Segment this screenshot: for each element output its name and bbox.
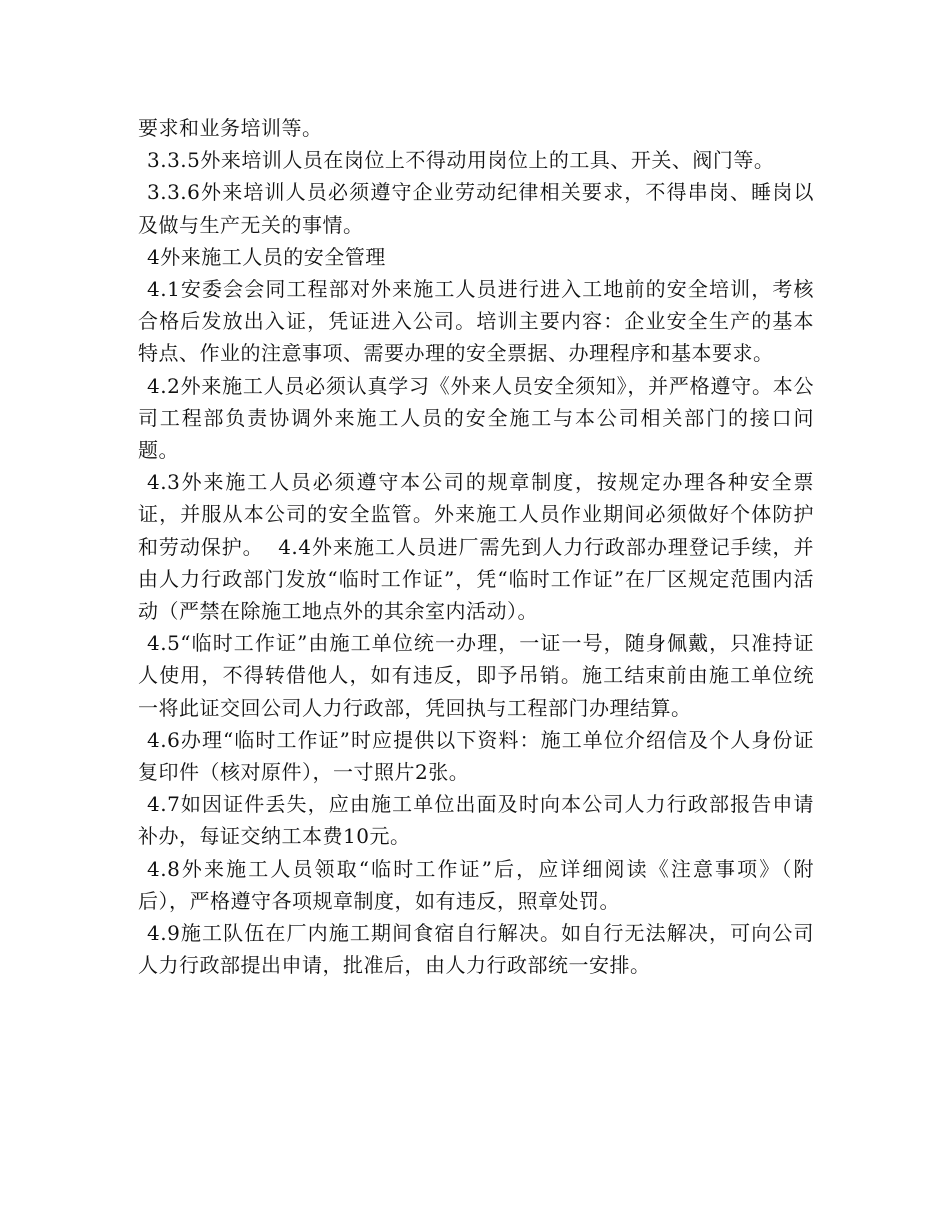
- paragraph-4-5: 4.5“临时工作证”由施工单位统一办理，一证一号，随身佩戴，只准持证人使用，不得转借他人，如有违反，即予吊销。施工结束前由施工单位统一将此证交回公司人力行政部，凭回执与工程部门办理结算。: [138, 631, 814, 720]
- document-body: [138, 112, 814, 981]
- paragraph-3-3-6: 3.3.6外来培训人员必须遵守企业劳动纪律相关要求，不得串岗、睡岗以及做与生产无关的事情。: [138, 180, 814, 237]
- paragraph-4-8: 4.8外来施工人员领取“临时工作证”后，应详细阅读《注意事项》（附后），严格遵守各项规章制度，如有违反，照章处罚。: [138, 856, 814, 913]
- paragraph-continuation: 要求和业务培训等。: [138, 116, 323, 140]
- paragraph-3-3-5: 3.3.5外来培训人员在岗位上不得动用岗位上的工具、开关、阀门等。: [147, 148, 775, 173]
- section-heading-4: 4外来施工人员的安全管理: [147, 244, 386, 269]
- paragraph-4-9: 4.9施工队伍在厂内施工期间食宿自行解决。如自行无法解决，可向公司人力行政部提出申请，批准后，由人力行政部统一安排。: [138, 921, 814, 978]
- paragraph-4-1: 4.1安委会会同工程部对外来施工人员进行进入工地前的安全培训，考核合格后发放出入证，凭证进入公司。培训主要内容：企业安全生产的基本特点、作业的注意事项、需要办理的安全票据、办理程序和基本要求。: [138, 277, 814, 366]
- paragraph-4-6: 4.6办理“临时工作证”时应提供以下资料：施工单位介绍信及个人身份证复印件（核对原件），一寸照片2张。: [138, 727, 814, 785]
- paragraph-4-7: 4.7如因证件丢失，应由施工单位出面及时向本公司人力行政部报告申请补办，每证交纳工本费10元。: [138, 792, 814, 849]
- paragraph-4-3-4-4: 4.3外来施工人员必须遵守本公司的规章制度，按规定办理各种安全票证，并服从本公司的安全监管。外来施工人员作业期间必须做好个体防护和劳动保护。 4.4外来施工人员进厂需先到人力行政部办理登记手续，并由人力行政部门发放“临时工作证”，凭“临时工作证”在厂区规定范围内活动（严禁在除施工地点外的其余室内活动）。: [138, 470, 814, 624]
- paragraph-4-2: 4.2外来施工人员必须认真学习《外来人员安全须知》，并严格遵守。本公司工程部负责协调外来施工人员的安全施工与本公司相关部门的接口问题。: [138, 373, 814, 463]
